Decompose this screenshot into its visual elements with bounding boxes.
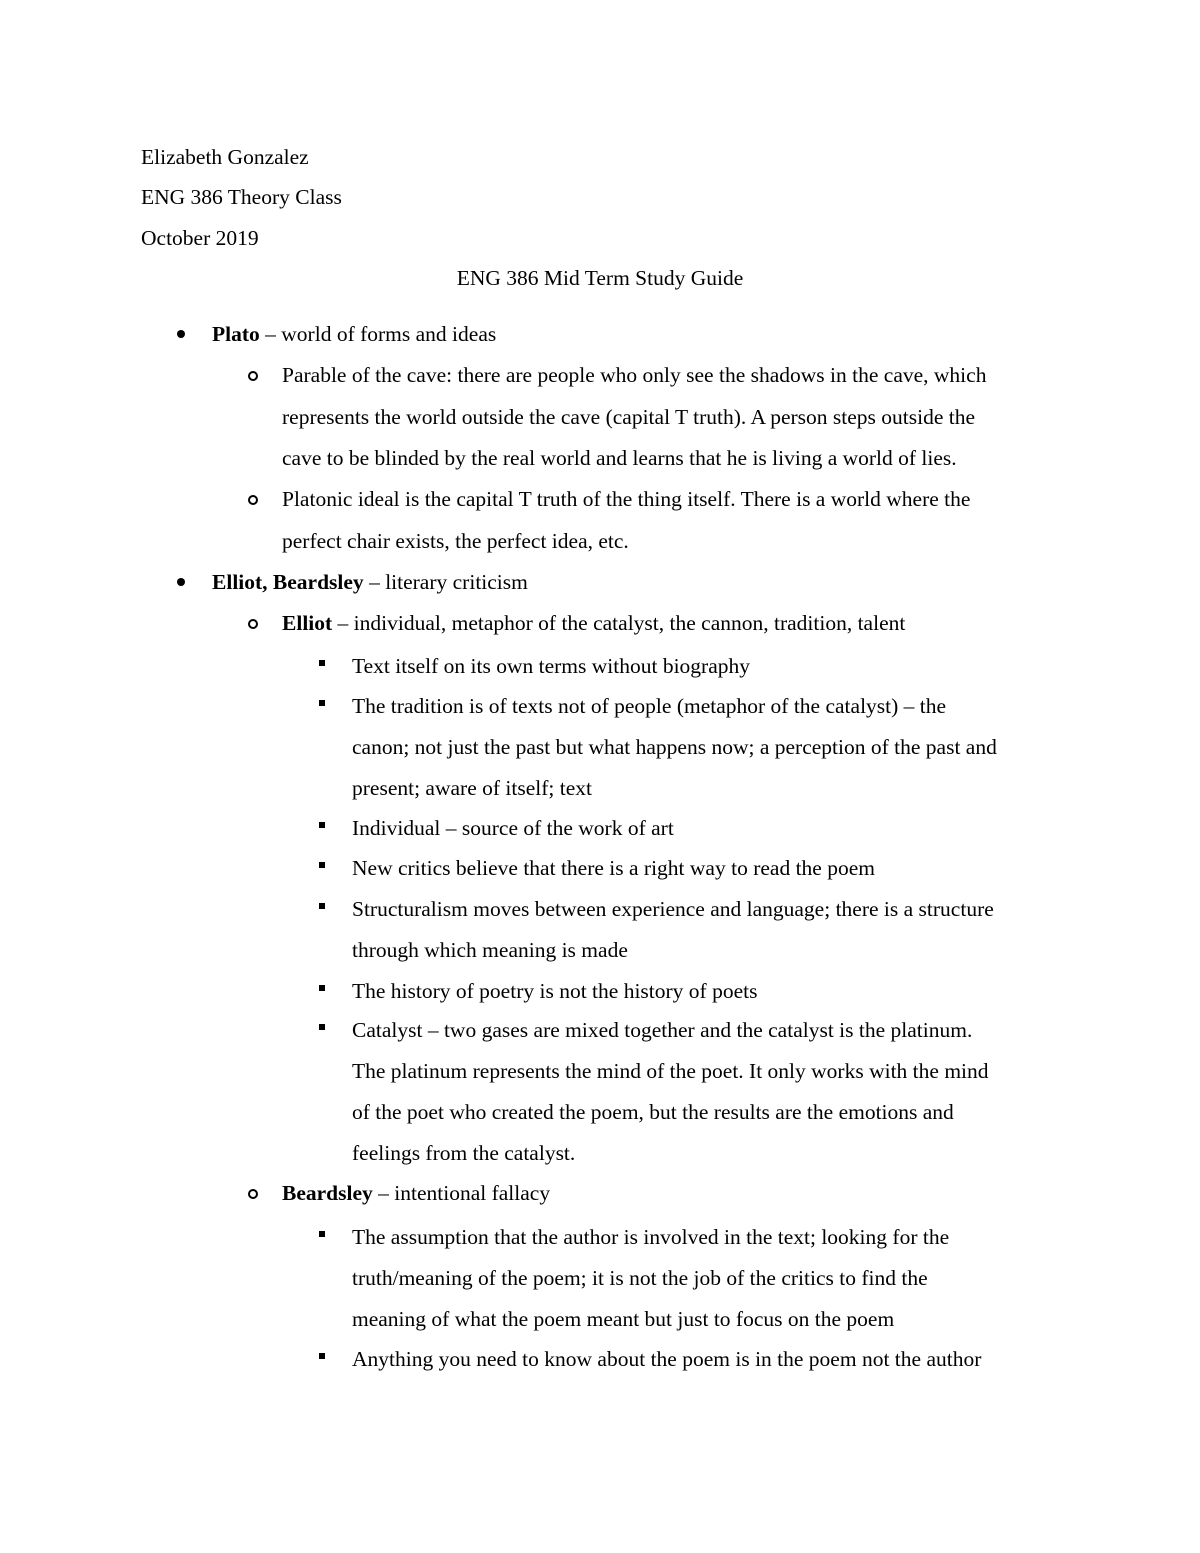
elliot-point-4: New critics believe that there is a right way to read the poem [352,856,875,880]
criticism-desc: – literary criticism [363,570,528,594]
cave-line-3: cave to be blinded by the real world and learns that he is living a world of lies. [282,446,957,470]
beardsley-point-1-line-3: meaning of what the poem meant but just to focus on the poem [352,1307,895,1331]
criticism-item [212,572,528,594]
bullet-square-icon [319,903,325,909]
elliot-point-2-line-1: The tradition is of texts not of people (metaphor of the catalyst) – the [352,694,947,718]
bullet-dot-icon [177,330,185,338]
bullet-square-icon [319,1024,325,1030]
elliot-point-7-line-2: The platinum represents the mind of the poet. It only works with the mind [352,1059,989,1083]
author-name: Elizabeth Gonzalez [141,145,309,169]
elliot-point-5-line-2: through which meaning is made [352,938,628,962]
bullet-square-icon [319,1353,325,1359]
beardsley-point-1-line-1: The assumption that the author is involved in the text; looking for the [352,1225,950,1249]
beardsley-item [282,1183,550,1205]
bullet-square-icon [319,660,325,666]
ideal-line-2: perfect chair exists, the perfect idea, etc. [282,529,629,553]
ideal-line-1: Platonic ideal is the capital T truth of the thing itself. There is a world where the [282,487,971,511]
bullet-circle-icon [248,371,258,381]
plato-term: Plato [212,322,260,346]
elliot-point-2-line-2: canon; not just the past but what happens now; a perception of the past and [352,735,997,759]
elliot-point-7-line-3: of the poet who created the poem, but the results are the emotions and [352,1100,954,1124]
bullet-square-icon [319,700,325,706]
elliot-point-7-line-4: feelings from the catalyst. [352,1141,576,1165]
elliot-term: Elliot [282,611,333,635]
bullet-dot-icon [177,578,185,586]
bullet-circle-icon [248,1189,258,1199]
plato-desc: – world of forms and ideas [259,322,497,346]
beardsley-point-2: Anything you need to know about the poem is in the poem not the author [352,1347,982,1371]
bullet-square-icon [319,1231,325,1237]
cave-line-1: Parable of the cave: there are people who only see the shadows in the cave, which [282,363,987,387]
elliot-point-3: Individual – source of the work of art [352,816,674,840]
beardsley-point-1-line-2: truth/meaning of the poem; it is not the job of the critics to find the [352,1266,928,1290]
criticism-term: Elliot, Beardsley [212,570,364,594]
cave-line-2: represents the world outside the cave (capital T truth). A person steps outside the [282,405,976,429]
elliot-point-5-line-1: Structuralism moves between experience and language; there is a structure [352,897,994,921]
bullet-square-icon [319,985,325,991]
beardsley-desc: – intentional fallacy [372,1181,551,1205]
elliot-point-1: Text itself on its own terms without biography [352,654,750,678]
bullet-circle-icon [248,619,258,629]
elliot-desc: – individual, metaphor of the catalyst, the cannon, tradition, talent [332,611,906,635]
beardsley-term: Beardsley [282,1181,373,1205]
bullet-square-icon [319,862,325,868]
document-date: October 2019 [141,226,259,250]
elliot-point-7-line-1: Catalyst – two gases are mixed together and the catalyst is the platinum. [352,1018,973,1042]
bullet-square-icon [319,822,325,828]
plato-item [212,324,496,346]
elliot-item [282,613,905,635]
bullet-circle-icon [248,495,258,505]
elliot-point-6: The history of poetry is not the history of poets [352,979,758,1003]
document-title: ENG 386 Mid Term Study Guide [456,266,744,290]
course-name: ENG 386 Theory Class [141,185,342,209]
elliot-point-2-line-3: present; aware of itself; text [352,776,592,800]
